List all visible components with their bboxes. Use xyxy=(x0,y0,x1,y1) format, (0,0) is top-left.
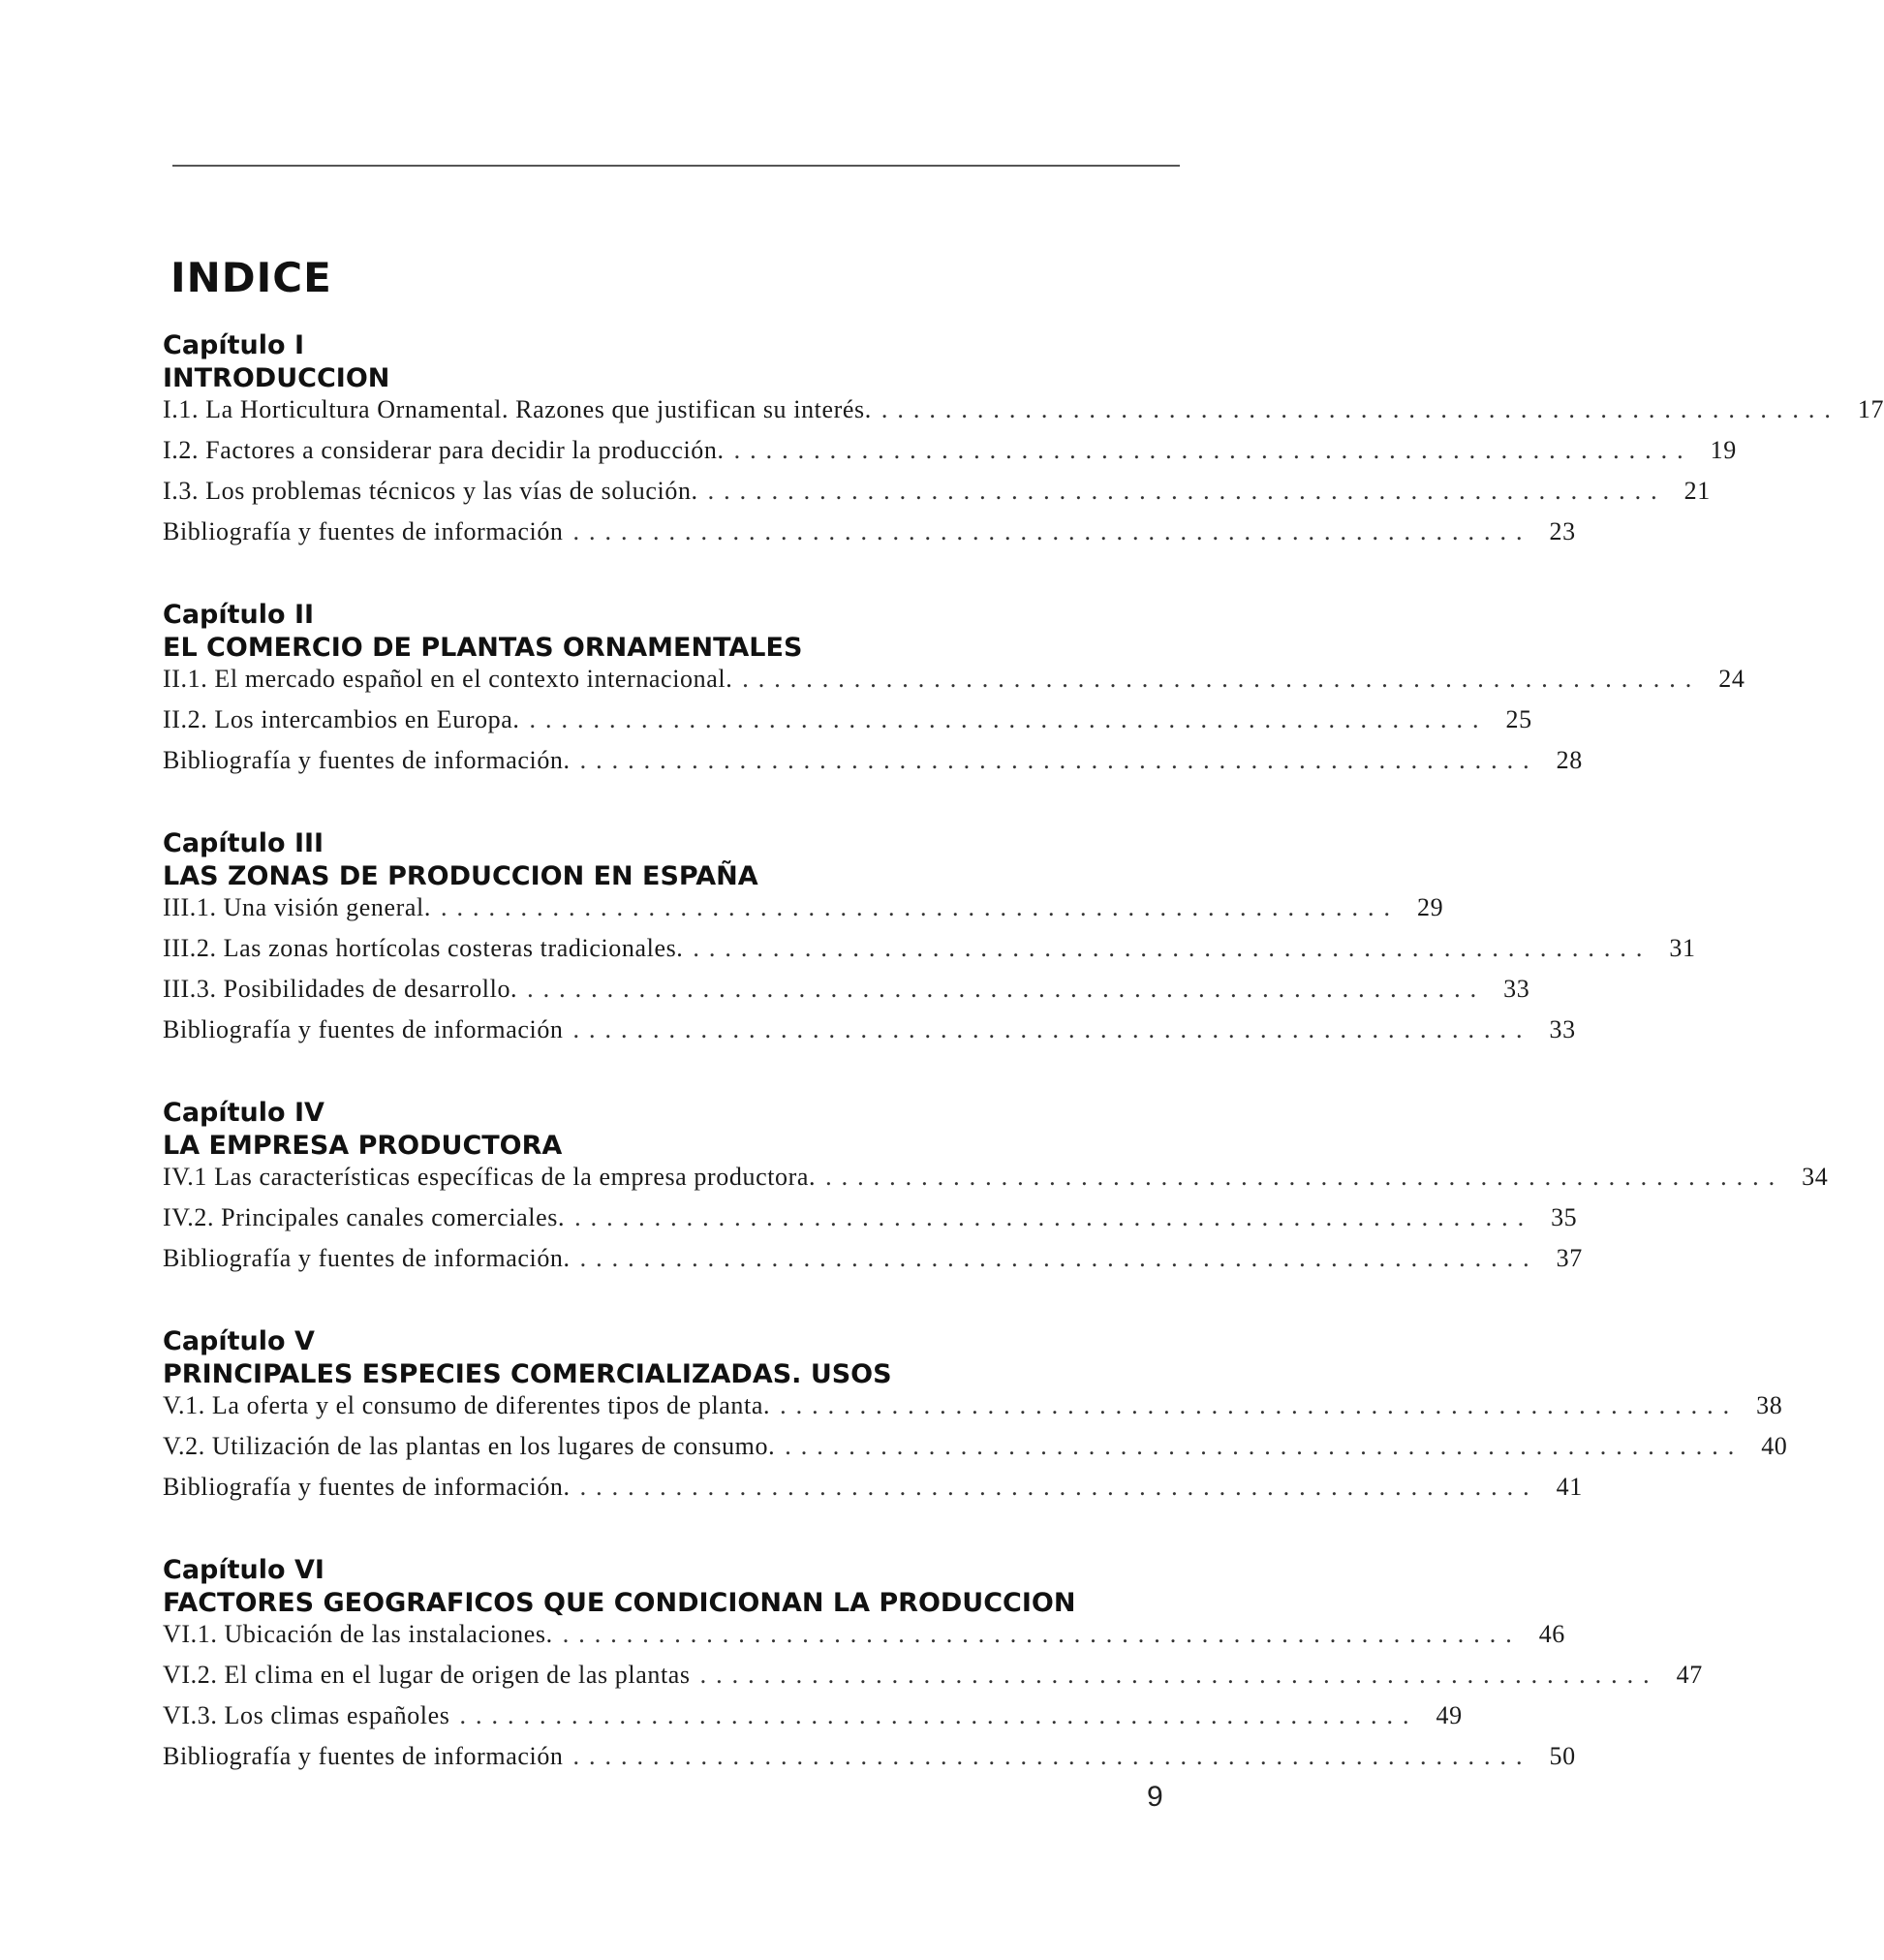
toc-entry-page: 40 xyxy=(1761,1432,1788,1460)
toc-entry-text: I.3. Los problemas técnicos y las vías de solución. xyxy=(163,477,698,505)
toc-entry-text: VI.1. Ubicación de las instalaciones. xyxy=(163,1620,553,1648)
toc-entry-text: III.2. Las zonas hortícolas costeras tradicionales. xyxy=(163,934,684,962)
toc-entry-text: IV.2. Principales canales comerciales. xyxy=(163,1203,566,1231)
dot-leader: ............................................................ xyxy=(529,705,1489,733)
page-number: 9 xyxy=(1147,1781,1163,1813)
toc-entry xyxy=(163,1473,1583,1513)
toc-entry-text: V.2. Utilización de las plantas en los lugares de consumo. xyxy=(163,1432,776,1460)
toc-entry xyxy=(163,705,1532,746)
dot-leader: ............................................................ xyxy=(733,436,1693,464)
toc-entry-text: III.1. Una visión general. xyxy=(163,893,431,921)
toc-entry-text: I.1. La Horticultura Ornamental. Razones que justifican su interés. xyxy=(163,395,872,423)
toc-entry-text: Bibliografía y fuentes de información. xyxy=(163,746,571,774)
dot-leader: ............................................................ xyxy=(574,1203,1534,1231)
table-of-contents xyxy=(163,329,1884,1823)
toc-entry-text: II.1. El mercado español en el contexto internacional. xyxy=(163,665,733,693)
chapter-section xyxy=(163,1554,1703,1783)
toc-entry-page: 28 xyxy=(1556,746,1583,774)
toc-entry-page: 33 xyxy=(1503,975,1530,1003)
chapter-title: LA EMPRESA PRODUCTORA xyxy=(163,1131,563,1161)
toc-entry-page: 46 xyxy=(1538,1620,1565,1648)
chapter-section xyxy=(163,599,1745,787)
toc-entry xyxy=(163,1742,1576,1783)
toc-entry-text: VI.3. Los climas españoles xyxy=(163,1701,450,1729)
toc-entry-page: 31 xyxy=(1669,934,1696,962)
toc-entry xyxy=(163,1244,1583,1285)
chapter-title: INTRODUCCION xyxy=(163,363,390,393)
toc-entry-page: 17 xyxy=(1857,395,1884,423)
toc-entry-page: 41 xyxy=(1556,1473,1583,1501)
chapter-label: Capítulo V xyxy=(163,1326,315,1356)
toc-entry-page: 34 xyxy=(1802,1163,1829,1191)
toc-entry-text: Bibliografía y fuentes de información. xyxy=(163,1244,571,1272)
dot-leader: ............................................................ xyxy=(707,477,1667,505)
toc-entry-page: 37 xyxy=(1556,1244,1583,1272)
chapter-label: Capítulo II xyxy=(163,600,315,630)
dot-leader: ............................................................ xyxy=(459,1701,1419,1729)
chapter-title: EL COMERCIO DE PLANTAS ORNAMENTALES xyxy=(163,633,803,663)
dot-leader: ............................................................ xyxy=(579,746,1539,774)
toc-entry-text: V.1. La oferta y el consumo de diferentes tipos de planta. xyxy=(163,1391,771,1419)
toc-entry-page: 47 xyxy=(1676,1661,1703,1689)
toc-entry xyxy=(163,975,1530,1015)
chapter-label: Capítulo I xyxy=(163,330,304,360)
chapter-label: Capítulo IV xyxy=(163,1098,324,1128)
top-rule xyxy=(172,165,1180,167)
toc-entry-page: 35 xyxy=(1551,1203,1578,1231)
toc-entry-text: I.2. Factores a considerar para decidir la producción. xyxy=(163,436,725,464)
toc-entry-text: II.2. Los intercambios en Europa. xyxy=(163,705,520,733)
toc-entry xyxy=(163,665,1745,705)
toc-entry xyxy=(163,1015,1576,1056)
dot-leader: ............................................................ xyxy=(579,1473,1539,1501)
dot-leader: ............................................................ xyxy=(742,665,1702,693)
dot-leader: ............................................................ xyxy=(440,893,1400,921)
toc-entry-text: Bibliografía y fuentes de información. xyxy=(163,1473,571,1501)
toc-entry-text: Bibliografía y fuentes de información xyxy=(163,517,564,545)
dot-leader: ............................................................ xyxy=(825,1163,1785,1191)
chapter-title: PRINCIPALES ESPECIES COMERCIALIZADAS. USOS xyxy=(163,1359,892,1389)
chapter-section xyxy=(163,329,1884,558)
toc-entry-page: 25 xyxy=(1505,705,1532,733)
dot-leader: ............................................................ xyxy=(579,1244,1539,1272)
toc-entry xyxy=(163,436,1737,477)
toc-entry xyxy=(163,1701,1463,1742)
dot-leader: ............................................................ xyxy=(693,934,1652,962)
dot-leader: ............................................................ xyxy=(572,1015,1532,1043)
toc-entry xyxy=(163,517,1576,558)
toc-entry xyxy=(163,1620,1565,1661)
toc-entry xyxy=(163,1661,1703,1701)
dot-leader: ............................................................ xyxy=(880,395,1840,423)
chapter-section xyxy=(163,827,1696,1056)
toc-entry-page: 21 xyxy=(1683,477,1711,505)
toc-entry xyxy=(163,1203,1578,1244)
toc-entry-page: 38 xyxy=(1756,1391,1783,1419)
toc-entry-page: 33 xyxy=(1549,1015,1576,1043)
dot-leader: ............................................................ xyxy=(572,1742,1532,1770)
toc-entry-page: 49 xyxy=(1436,1701,1463,1729)
toc-entry xyxy=(163,893,1444,934)
chapter-label: Capítulo III xyxy=(163,828,324,858)
toc-entry-page: 50 xyxy=(1549,1742,1576,1770)
toc-entry xyxy=(163,934,1696,975)
page-title: INDICE xyxy=(170,254,332,301)
chapter-title: LAS ZONAS DE PRODUCCION EN ESPAÑA xyxy=(163,861,758,891)
chapter-label: Capítulo VI xyxy=(163,1555,324,1585)
dot-leader: ............................................................ xyxy=(562,1620,1522,1648)
chapter-title: FACTORES GEOGRAFICOS QUE CONDICIONAN LA PRODUCCION xyxy=(163,1588,1076,1618)
toc-entry xyxy=(163,477,1711,517)
toc-entry-text: Bibliografía y fuentes de información xyxy=(163,1015,564,1043)
toc-entry-text: IV.1 Las características específicas de la empresa productora. xyxy=(163,1163,817,1191)
dot-leader: ............................................................ xyxy=(780,1391,1740,1419)
dot-leader: ............................................................ xyxy=(572,517,1532,545)
dot-leader: ............................................................ xyxy=(699,1661,1659,1689)
toc-entry-text: Bibliografía y fuentes de información xyxy=(163,1742,564,1770)
dot-leader: ............................................................ xyxy=(785,1432,1745,1460)
toc-entry xyxy=(163,1163,1829,1203)
toc-entry xyxy=(163,395,1884,436)
toc-entry-page: 23 xyxy=(1549,517,1576,545)
dot-leader: ............................................................ xyxy=(527,975,1487,1003)
toc-entry-page: 24 xyxy=(1718,665,1745,693)
toc-entry xyxy=(163,1432,1788,1473)
toc-entry-page: 29 xyxy=(1416,893,1444,921)
toc-entry-page: 19 xyxy=(1710,436,1737,464)
toc-entry xyxy=(163,746,1583,787)
chapter-section xyxy=(163,1097,1829,1285)
toc-entry-text: VI.2. El clima en el lugar de origen de las plantas xyxy=(163,1661,691,1689)
toc-entry-text: III.3. Posibilidades de desarrollo. xyxy=(163,975,518,1003)
chapter-section xyxy=(163,1325,1788,1513)
toc-entry xyxy=(163,1391,1783,1432)
